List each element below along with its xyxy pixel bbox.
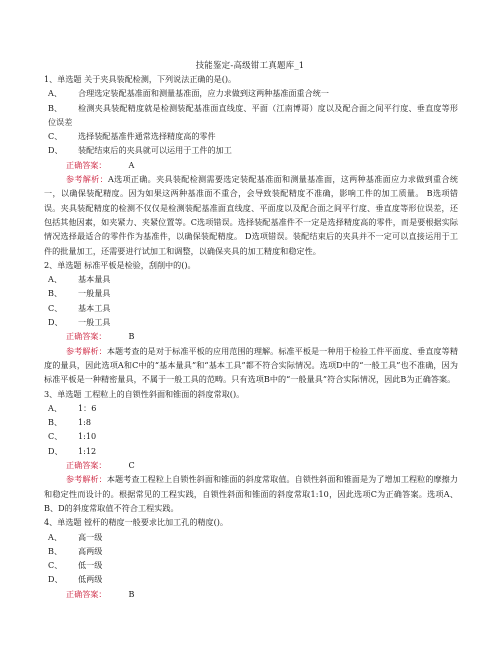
question-1 xyxy=(44,72,458,258)
answer-value: B xyxy=(128,331,135,342)
answer-value: A xyxy=(128,159,135,170)
explanation xyxy=(44,344,458,387)
option-text: 低一级 xyxy=(78,560,103,571)
explanation-text: 本题考查的是对于标准平板的应用范围的理解。标准平板是一种用于检验工件平面度、垂直度等精度的量具，因此选项A和C中的“基本量具”和“基本工具”都不符合实际情况。选项D中的“一般工具”也不准确，因为标准平板是一种精密量具，不属于一般工具的范畴。只有选项B中的“一般量具”符合实际情况，因此B为正确答案。 xyxy=(44,345,458,385)
option-c xyxy=(44,129,458,143)
answer-value: C xyxy=(128,460,135,471)
answer-line xyxy=(44,329,458,343)
option-d xyxy=(44,315,458,329)
option-key: D、 xyxy=(48,145,63,156)
option-key: B、 xyxy=(48,288,63,299)
option-text: 1:10 xyxy=(78,431,97,442)
option-text: 1:12 xyxy=(78,445,97,456)
question-2 xyxy=(44,258,458,387)
option-key: C、 xyxy=(48,131,63,142)
option-text: 装配结束后的夹具就可以运用于工件的加工 xyxy=(78,145,232,156)
option-b xyxy=(44,286,458,300)
option-key: D、 xyxy=(48,317,63,328)
explanation-label: 参考解析： xyxy=(66,474,107,485)
option-text: 基本量具 xyxy=(78,274,111,285)
option-key: C、 xyxy=(48,302,63,313)
option-key: C、 xyxy=(48,560,63,571)
answer-label: 正确答案： xyxy=(66,588,107,599)
explanation xyxy=(44,172,458,258)
option-c xyxy=(44,301,458,315)
option-b xyxy=(44,544,458,558)
option-key: B、 xyxy=(48,417,63,428)
option-key: C、 xyxy=(48,431,63,442)
option-key: A、 xyxy=(48,274,62,285)
option-text: 高一级 xyxy=(78,531,103,542)
option-text: 一般工具 xyxy=(78,317,111,328)
option-b xyxy=(44,415,458,429)
answer-label: 正确答案： xyxy=(66,460,107,471)
option-key: B、 xyxy=(48,545,63,556)
option-text: 检测夹具装配精度就是检测装配基准面直线度、平面（江南博哥）度以及配合面之间平行度、垂直度等形位误差 xyxy=(48,102,458,127)
option-text: 选择装配基准件通常选择精度高的零件 xyxy=(78,131,216,142)
explanation-text: 本题考查工程粒上自锁性斜面和锥面的斜度常取值。自锁性斜面和锥面是为了增加工程粒的摩擦力和稳定性而设计的。根据常见的工程实践，自锁性斜面和锥面的斜度常取1:10，因此选项C为正确答案。选项A、B、D的斜度常取值不符合工程实践。 xyxy=(44,474,458,513)
option-key: D、 xyxy=(48,445,63,456)
explanation-label: 参考解析： xyxy=(66,345,107,356)
document-title: 技能鉴定-高级钳工真题库_1 xyxy=(195,61,305,71)
answer-value: B xyxy=(128,588,135,599)
answer-label: 正确答案： xyxy=(66,331,107,342)
option-text: 高两级 xyxy=(78,545,103,556)
option-d xyxy=(44,444,458,458)
option-d xyxy=(44,572,458,586)
explanation-label: 参考解析： xyxy=(66,174,108,185)
question-stem: 1、单选题 关于夹具装配检测，下列说法正确的是()。 xyxy=(44,74,237,84)
option-key: A、 xyxy=(48,402,62,413)
explanation-text: A选项正确。夹具装配检测需要选定装配基准面和测量基准面，这两种基准面应力求做到重合统一，以确保装配精度。因为如果这两种基准面不重合，会导致装配精度不准确，影响工件的加工质量。 B选项错误。夹具装配精度的检测不仅仅是检测装配基准面直线度、平面度以及配合面之间平行度、垂直度等形位误差，还包括其他因素，如夹紧力、夹紧位置等。C选项错误。选择装配基准件不一定是选择精度高的零件，而是要根据实际情况选择最适合的零件作为基准件，以确保装配精度。 D选项错误。装配结束后的夹具并不一定可以直接运用于工件的批量加工，还需要进行试加工和调整，以确保夹具的加工精度和稳定性。 xyxy=(44,174,458,256)
option-c xyxy=(44,558,458,572)
option-c xyxy=(44,429,458,443)
option-text: 合理选定装配基准面和测量基准面，应力求做到这两种基准面重合统一 xyxy=(78,88,329,99)
option-key: A、 xyxy=(48,88,62,99)
answer-line xyxy=(44,587,458,601)
answer-line xyxy=(44,458,458,472)
option-text: 1：6 xyxy=(78,402,97,413)
option-d xyxy=(44,143,458,157)
question-stem: 4、单选题 镗杆的精度一般要求比加工孔的精度()。 xyxy=(44,517,229,528)
option-key: D、 xyxy=(48,574,63,585)
question-stem: 3、单选题 工程粒上的自锁性斜面和锥面的斜度常取()。 xyxy=(44,388,245,399)
option-key: B、 xyxy=(48,102,63,113)
answer-label: 正确答案： xyxy=(66,159,107,170)
option-text: 一般量具 xyxy=(78,288,111,299)
option-a xyxy=(44,86,458,100)
question-list xyxy=(44,72,458,601)
option-text: 低两级 xyxy=(78,574,103,585)
explanation xyxy=(44,472,458,515)
question-3 xyxy=(44,387,458,516)
option-a xyxy=(44,530,458,544)
question-4 xyxy=(44,515,458,601)
option-text: 基本工具 xyxy=(78,302,111,313)
question-stem: 2、单选题 标准平板是检验，刮削中的()。 xyxy=(44,259,196,270)
option-a xyxy=(44,272,458,286)
option-b xyxy=(44,101,458,130)
answer-line xyxy=(44,158,458,172)
option-text: 1:8 xyxy=(78,417,92,428)
option-key: A、 xyxy=(48,531,62,542)
option-a xyxy=(44,401,458,415)
